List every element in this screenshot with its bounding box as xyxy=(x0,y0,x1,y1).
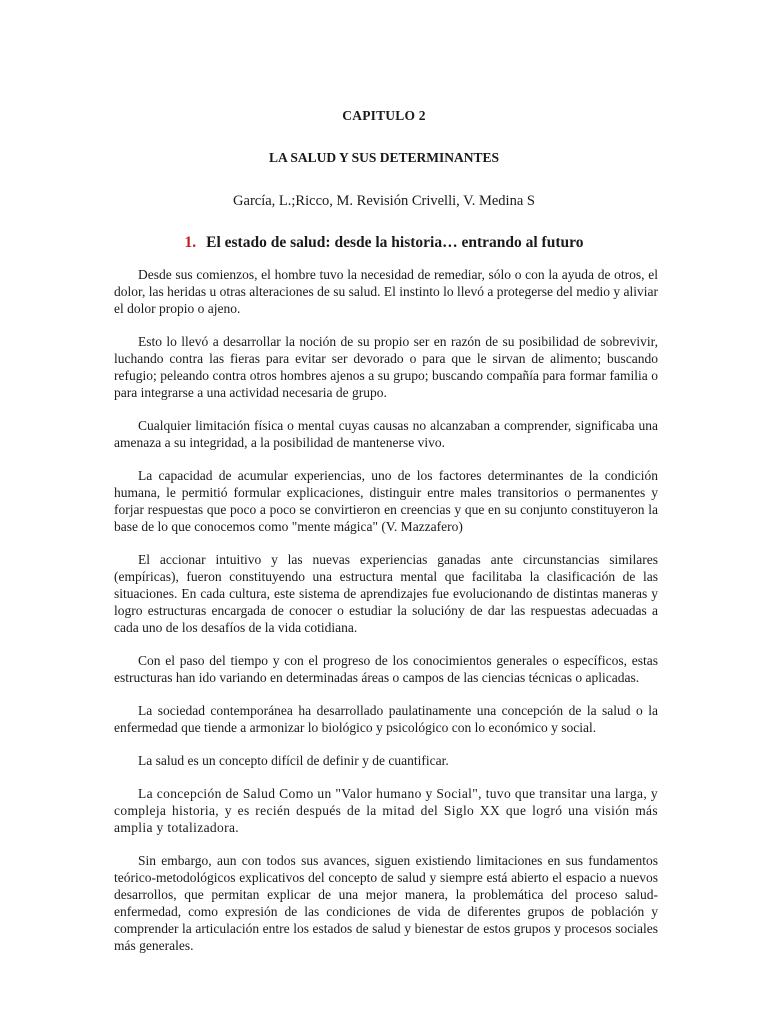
paragraph: El accionar intuitivo y las nuevas experiencias ganadas ante circunstancias similares (empíricas), fueron constituyendo una estructura mental que facilitaba la clasificación de las situaciones. En cada cultura, este sistema de aprendizajes fue evolucionando de distintas maneras y logro estructuras encargada de conocer o estudiar la solucióny de dar las respuestas adecuadas a cada uno de los desafíos de la vida cotidiana. xyxy=(114,552,658,635)
paragraph: La salud es un concepto difícil de definir y de cuantificar. xyxy=(138,753,449,768)
section-title: El estado de salud: desde la historia… entrando al futuro xyxy=(206,234,584,251)
paragraph: La concepción de Salud Como un "Valor humano y Social", tuvo que transitar una larga, y compleja historia, y es recién después de la mitad del Siglo XX que logró una visión más amplia y totalizadora. xyxy=(114,786,658,835)
paragraph: Con el paso del tiempo y con el progreso de los conocimientos generales o específicos, estas estructuras han ido variando en determinadas áreas o campos de las ciencias técnicas o aplicadas. xyxy=(114,653,658,685)
paragraph: La sociedad contemporánea ha desarrollado paulatinamente una concepción de la salud o la enfermedad que tiende a armonizar lo biológico y psicológico con lo económico y social. xyxy=(114,703,658,735)
paragraph: Desde sus comienzos, el hombre tuvo la necesidad de remediar, sólo o con la ayuda de otros, el dolor, las heridas u otras alteraciones de su salud. El instinto lo llevó a protegerse del medio y aliviar el dolor propio o ajeno. xyxy=(114,267,658,316)
chapter-label: CAPITULO 2 xyxy=(342,108,426,123)
paragraph: Cualquier limitación física o mental cuyas causas no alcanzaban a comprender, significaba una amenaza a su integridad, a la posibilidad de mantenerse vivo. xyxy=(114,418,658,450)
body-text xyxy=(114,266,658,970)
chapter-title: LA SALUD Y SUS DETERMINANTES xyxy=(268,150,500,165)
section-heading xyxy=(0,234,768,252)
paragraph: Esto lo llevó a desarrollar la noción de su propio ser en razón de su posibilidad de sobrevivir, luchando contra las fieras para evitar ser devorado o para que le sirvan de alimento; buscando refugio; peleando contra otros hombres ajenos a su grupo; buscando compañía para formar familia o para integrarse a una actividad necesaria de grupo. xyxy=(114,334,658,400)
paragraph: La capacidad de acumular experiencias, uno de los factores determinantes de la condición humana, le permitió formular explicaciones, distinguir entre males transitorios o permanentes y forjar respuestas que poco a poco se convirtieron en creencias y que en su conjunto constituyeron la base de lo que conocemos como "mente mágica" (V. Mazzafero) xyxy=(114,468,658,534)
authors-line: García, L.;Ricco, M. Revisión Crivelli, V. Medina S xyxy=(233,193,535,209)
section-number: 1. xyxy=(184,234,197,251)
paragraph: Sin embargo, aun con todos sus avances, siguen existiendo limitaciones en sus fundamentos teórico-metodológicos explicativos del concepto de salud y siempre está abierto el espacio a nuevos desarrollos, que permitan explicar de una mejor manera, la problemática del proceso salud-enfermedad, como expresión de las condiciones de vida de diferentes grupos de población y comprender la articulación entre los estados de salud y bienestar de estos grupos y procesos sociales más generales. xyxy=(114,853,658,953)
